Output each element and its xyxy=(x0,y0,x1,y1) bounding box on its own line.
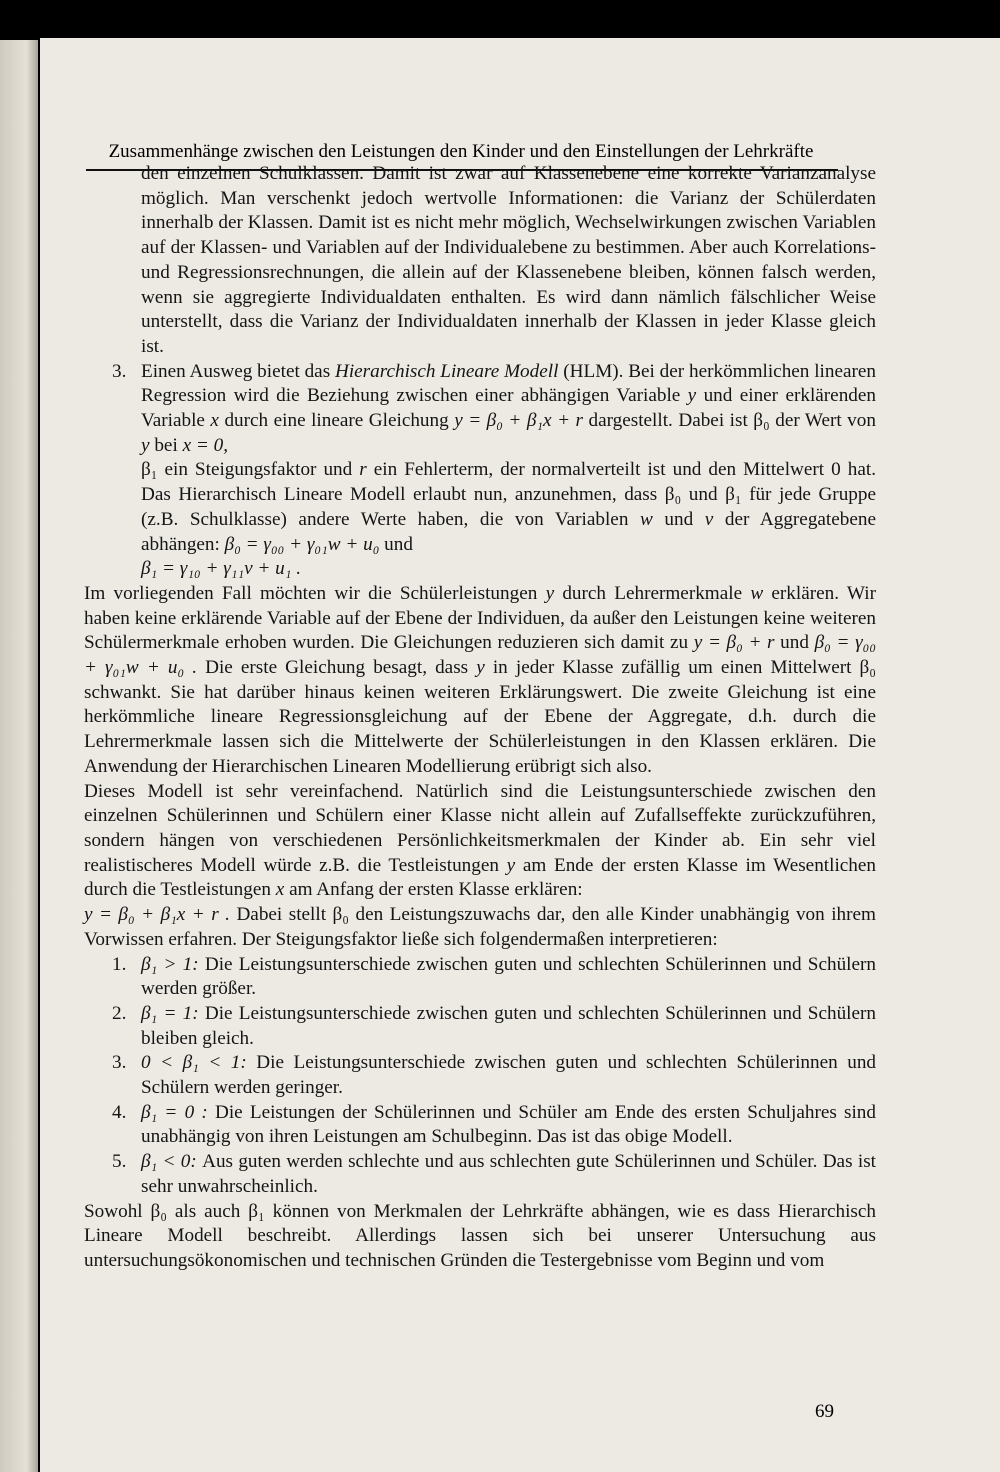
term-hlm: Hierarchisch Lineare Modell xyxy=(334,360,559,382)
equation: x = 0, xyxy=(182,434,229,456)
equation: β₁ = γ₁₀ + γ₁₁v + u₁ . xyxy=(141,558,302,580)
paragraph-continued: den einzelnen Schulklassen. Damit ist zwar auf Klassenebene eine korrekte Varianzanalyse möglich. Man verschenkt jedoch wertvolle Informationen: die Varianz der Schülerdaten innerhalb der Klassen. Damit ist es nicht mehr möglich, Wechselwirkungen zwischen Variablen auf der Klassen- und Variablen auf der Individualebene zu bestimmen. Aber auch Korrelations- und Regressionsrechnungen, die allein auf der Klassenebene bleiben, können falsch werden, wenn sie aggregierte Individualdaten enthalten. Es wird dann nämlich fälschlicher Weise unterstellt, dass die Varianz der Individualdaten innerhalb der Klassen in jeder Klasse gleich ist. xyxy=(141,163,876,357)
condition: β₁ > 1: xyxy=(141,953,199,975)
condition: β₁ = 1: xyxy=(141,1002,199,1024)
running-header: Zusammenhänge zwischen den Leistungen den Kinder und den Einstellungen der Lehrkräfte xyxy=(108,141,814,162)
paragraph: Sowohl β₀ als auch β₁ können von Merkmalen der Lehrkräfte abhängen, wie es dass Hierarchisch Lineare Modell beschreibt. Allerdings lassen sich bei unserer Untersuchung aus untersuchungsökonomischen und technischen Gründen die Testergebnisse vom Beginn und vom xyxy=(84,1200,876,1271)
list-item: 4. β₁ = 0 : Die Leistungen der Schülerinnen und Schüler am Ende des ersten Schuljahres sind unabhängig von ihren Leistungen am Schulbeginn. Das ist das obige Modell. xyxy=(112,1101,876,1148)
text-body xyxy=(84,162,876,1274)
paragraph: Dieses Modell ist sehr vereinfachend. Natürlich sind die Leistungsunterschiede zwischen den einzelnen Schülerinnen und Schülern einer Klasse nicht allein auf Zufallseffekte zurückzuführen, sondern hängen von verschiedenen Persönlichkeitsmerkmalen der Kinder ab. Ein sehr viel realistischeres Modell würde z.B. die Testleistungen y am Ende der ersten Klasse im Wesentlichen durch die Testleistungen x am Anfang der ersten Klasse erklären: y = β₀ + β₁x + r . Dabei stellt β₀ den Leistungszuwachs dar, den alle Kinder unabhängig von ihrem Vorwissen erfahren. Der Steigungsfaktor ließe sich folgendermaßen interpretieren: xyxy=(84,780,877,950)
equation: β₀ = γ₀₀ + γ₀₁w + u₀ . xyxy=(84,632,876,679)
list-item-3 xyxy=(84,360,876,582)
item-number: 3. xyxy=(112,360,127,382)
equation: β₀ = γ₀₀ + γ₀₁w + u₀ xyxy=(224,533,380,555)
adjacent-page-edge xyxy=(0,40,38,1472)
book-page xyxy=(40,38,1000,1472)
condition: 0 < β₁ < 1: xyxy=(141,1052,247,1074)
list-item: 1. β₁ > 1: Die Leistungsunterschiede zwischen guten und schlechten Schülerinnen und Schülern werden größer. xyxy=(112,953,876,1000)
paragraph: Im vorliegenden Fall möchten wir die Schülerleistungen y durch Lehrermerkmale w erklären. Wir haben keine erklärende Variable auf der Ebene der Individuen, da außer den Leistungen keine weiteren Schülermerkmale erhoben wurden. Die Gleichungen reduzieren sich damit zu y = β₀ + r und β₀ = γ₀₀ + γ₀₁w + u₀ . Die erste Gleichung besagt, dass y in jeder Klasse zufällig um einen Mittelwert β₀ schwankt. Sie hat darüber hinaus keinen weiteren Erklärungswert. Die zweite Gleichung ist eine herkömmliche lineare Regressionsgleichung auf der Ebene der Aggregate, d.h. durch die Lehrermerkmale lassen sich die Mittelwerte der Schülerleistungen in den Klassen erklären. Die Anwendung der Hierarchischen Linearen Modellierung erübrigt sich also. xyxy=(84,582,876,777)
list-item: 3. 0 < β₁ < 1: Die Leistungsunterschiede zwischen guten und schlechten Schülerinnen und Schülern werden geringer. xyxy=(112,1052,877,1099)
condition: β₁ = 0 : xyxy=(141,1101,208,1123)
equation: y = β₀ + β₁x + r xyxy=(454,410,583,432)
condition: β₁ < 0: xyxy=(141,1151,197,1173)
page-number: 69 xyxy=(815,1401,834,1422)
equation: y = β₀ + r xyxy=(693,632,775,654)
list-item: 5. β₁ < 0: Aus guten werden schlechte und aus schlechten gute Schülerinnen und Schüler. Das ist sehr unwahrscheinlich. xyxy=(112,1151,876,1197)
equation: y = β₀ + β₁x + r . xyxy=(84,904,230,926)
list-item: 2. β₁ = 1: Die Leistungsunterschiede zwischen guten und schlechten Schülerinnen und Schülern bleiben gleich. xyxy=(112,1002,876,1049)
item-3-text: Einen Ausweg bietet das Hierarchisch Lineare Modell (HLM). Bei der herkömmlichen linearen Regression wird die Beziehung zwischen einer abhängigen Variable y und einer erklärenden Variable x durch eine lineare Gleichung y = β₀ + β₁x + r dargestellt. Dabei ist β₀ der Wert von y bei x = 0, β₁ ein Steigungsfaktor und r ein Fehlerterm, der normalverteilt ist und den Mittelwert 0 hat. Das Hierarchisch Lineare Modell erlaubt nun, anzunehmen, dass β₀ und β₁ für jede Gruppe (z.B. Schulklasse) andere Werte haben, die von Variablen w und v der Aggregatebene abhängen: β₀ = γ₀₀ + γ₀₁w + u₀ und β₁ = γ₁₀ + γ₁₁v + u₁ . xyxy=(141,360,876,580)
